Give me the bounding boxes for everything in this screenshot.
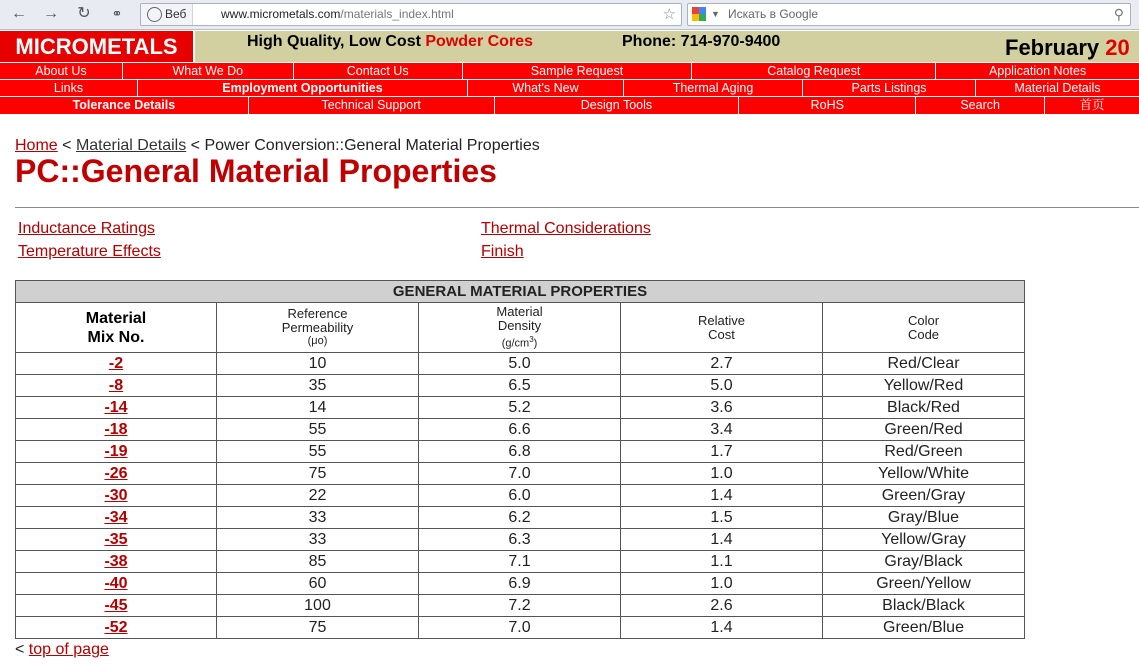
cell-permeability: 100 — [217, 595, 419, 617]
cell-cost: 3.4 — [621, 419, 823, 441]
nav-whats-new[interactable]: What's New — [468, 80, 624, 96]
search-box[interactable] — [687, 3, 1131, 26]
cell-cost: 1.4 — [621, 485, 823, 507]
header-text: Code — [907, 326, 940, 342]
key-icon[interactable]: ⚭ — [111, 6, 123, 21]
browser-toolbar — [0, 0, 1139, 30]
table-row — [16, 419, 1025, 441]
cell-color-code: Yellow/Gray — [823, 529, 1025, 551]
cell-color-code: Black/Red — [823, 397, 1025, 419]
col-header-color — [823, 303, 1025, 353]
nav-what-we-do[interactable]: What We Do — [123, 63, 294, 79]
cell-mix — [16, 419, 217, 441]
cell-cost: 1.4 — [621, 529, 823, 551]
google-icon — [692, 7, 706, 21]
nav-row-2 — [0, 79, 1139, 96]
cell-density: 6.0 — [419, 485, 621, 507]
cell-color-code: Green/Gray — [823, 485, 1025, 507]
nav-search[interactable]: Search — [916, 97, 1045, 114]
cell-color-code: Green/Yellow — [823, 573, 1025, 595]
header-text: Density — [497, 317, 542, 333]
cell-permeability: 35 — [217, 375, 419, 397]
cell-density: 5.2 — [419, 397, 621, 419]
col-header-mix — [16, 303, 217, 353]
nav-links[interactable]: Links — [0, 80, 138, 96]
url-domain: www.micrometals.com — [221, 7, 341, 21]
link-thermal-considerations[interactable]: Thermal Considerations — [481, 220, 651, 237]
search-engine-dropdown-icon[interactable]: ▼ — [711, 9, 720, 19]
cell-color-code: Yellow/Red — [823, 375, 1025, 397]
breadcrumb-material-details[interactable]: Material Details — [75, 137, 187, 154]
cell-density: 6.8 — [419, 441, 621, 463]
cell-density: 7.1 — [419, 551, 621, 573]
nav-material-details[interactable]: Material Details — [1014, 81, 1101, 95]
header-text: Material — [496, 303, 543, 319]
header-unit-text: (g/cm — [501, 337, 530, 350]
site-info-label: Веб — [165, 7, 187, 21]
tagline-accent: Powder Cores — [425, 33, 533, 50]
header-text: Color — [907, 312, 940, 328]
cell-permeability: 55 — [217, 419, 419, 441]
address-bar[interactable] — [140, 3, 682, 26]
phone-number: Phone: 714-970-9400 — [622, 33, 781, 50]
nav-employment[interactable]: Employment Opportunities — [138, 80, 468, 96]
table-row — [16, 485, 1025, 507]
table-row — [16, 507, 1025, 529]
forward-arrow-icon[interactable]: → — [43, 5, 59, 22]
nav-home-chinese[interactable]: 首页 — [1079, 98, 1105, 112]
footer-lt: < — [15, 641, 25, 658]
cell-permeability: 10 — [217, 353, 419, 375]
cell-cost: 1.7 — [621, 441, 823, 463]
mix-link[interactable]: -38 — [104, 552, 128, 570]
header-text: Reference — [287, 306, 348, 321]
site-info-tab[interactable] — [141, 4, 193, 25]
table-caption: GENERAL MATERIAL PROPERTIES — [16, 281, 1025, 303]
header-unit — [419, 333, 620, 351]
cell-permeability: 14 — [217, 397, 419, 419]
header-unit-sup: 3 — [529, 334, 534, 344]
date-year: 20 — [1105, 35, 1130, 60]
link-inductance-ratings[interactable]: Inductance Ratings — [18, 220, 155, 237]
cell-color-code: Red/Clear — [823, 353, 1025, 375]
cell-cost: 1.5 — [621, 507, 823, 529]
cell-density: 6.9 — [419, 573, 621, 595]
cell-density: 6.6 — [419, 419, 621, 441]
cell-mix — [16, 507, 217, 529]
header-text: Permeability — [281, 320, 354, 335]
back-arrow-icon[interactable]: ← — [11, 5, 27, 22]
col-header-cost — [621, 303, 823, 353]
bookmark-star-icon[interactable]: ☆ — [662, 6, 676, 23]
cell-permeability: 33 — [217, 507, 419, 529]
search-placeholder: Искать в Google — [728, 7, 819, 21]
globe-icon — [147, 7, 162, 22]
mix-link[interactable]: -19 — [104, 442, 128, 460]
table-row — [16, 573, 1025, 595]
tagline-lead: High Quality, Low Cost — [247, 33, 421, 50]
col-header-density — [419, 303, 621, 353]
cell-permeability: 75 — [217, 617, 419, 639]
nav-application-notes[interactable]: Application Notes — [988, 64, 1087, 78]
cell-density: 6.2 — [419, 507, 621, 529]
cell-density: 7.0 — [419, 617, 621, 639]
table-row — [16, 441, 1025, 463]
cell-cost: 1.4 — [621, 617, 823, 639]
cell-color-code: Gray/Black — [823, 551, 1025, 573]
cell-color-code: Yellow/White — [823, 463, 1025, 485]
search-icon[interactable]: ⚲ — [1113, 6, 1124, 22]
nav-about-us[interactable]: About Us — [0, 63, 123, 79]
cell-cost: 1.0 — [621, 573, 823, 595]
cell-mix — [16, 375, 217, 397]
date-month: February — [1005, 35, 1100, 60]
cell-cost: 1.1 — [621, 551, 823, 573]
url-path: /materials_index.html — [340, 7, 454, 21]
cell-color-code: Green/Red — [823, 419, 1025, 441]
mix-link[interactable]: -34 — [104, 508, 128, 526]
cell-mix — [16, 595, 217, 617]
table-row — [16, 529, 1025, 551]
table-row — [16, 463, 1025, 485]
cell-mix — [16, 573, 217, 595]
cell-density: 7.2 — [419, 595, 621, 617]
table-row — [16, 397, 1025, 419]
cell-color-code: Green/Blue — [823, 617, 1025, 639]
breadcrumb-current: Power Conversion::General Material Properties — [204, 137, 540, 154]
link-finish[interactable]: Finish — [481, 243, 524, 260]
nav-catalog-request[interactable]: Catalog Request — [692, 63, 936, 79]
cell-mix — [16, 353, 217, 375]
site-header — [0, 31, 1139, 62]
cell-density: 6.5 — [419, 375, 621, 397]
cell-mix — [16, 551, 217, 573]
breadcrumb-separator: < — [190, 137, 200, 154]
mix-link[interactable]: -8 — [108, 376, 124, 394]
cell-permeability: 55 — [217, 441, 419, 463]
cell-cost: 3.6 — [621, 397, 823, 419]
nav-parts-listings[interactable]: Parts Listings — [803, 80, 976, 96]
mix-link[interactable]: -26 — [104, 464, 128, 482]
nav-design-tools[interactable]: Design Tools — [495, 97, 740, 114]
cell-permeability: 60 — [217, 573, 419, 595]
cell-permeability: 33 — [217, 529, 419, 551]
table-row — [16, 551, 1025, 573]
cell-mix — [16, 441, 217, 463]
footer-top-link — [15, 641, 109, 659]
mix-link[interactable]: -40 — [104, 574, 128, 592]
divider — [15, 207, 1139, 208]
cell-mix — [16, 617, 217, 639]
url-text[interactable] — [221, 4, 454, 25]
cell-mix — [16, 397, 217, 419]
cell-cost: 1.0 — [621, 463, 823, 485]
header-text: Relative — [698, 312, 745, 328]
tagline — [247, 33, 533, 51]
header-text: Cost — [708, 326, 735, 342]
site-logo[interactable]: MICROMETALS — [0, 31, 195, 62]
nav-sample-request[interactable]: Sample Request — [463, 63, 693, 79]
mix-link[interactable]: -14 — [104, 398, 128, 416]
nav-thermal-aging[interactable]: Thermal Aging — [624, 80, 803, 96]
cell-mix — [16, 529, 217, 551]
nav-tolerance-details[interactable]: Tolerance Details — [0, 97, 249, 114]
material-properties-table — [15, 280, 1025, 639]
cell-color-code: Gray/Blue — [823, 507, 1025, 529]
cell-density: 5.0 — [419, 353, 621, 375]
page-title: PC::General Material Properties — [15, 153, 497, 189]
header-unit: (μo) — [307, 335, 328, 347]
cell-density: 6.3 — [419, 529, 621, 551]
top-of-page-link[interactable]: top of page — [28, 641, 109, 658]
breadcrumb-home[interactable]: Home — [15, 137, 58, 154]
cell-color-code: Black/Black — [823, 595, 1025, 617]
table-row — [16, 375, 1025, 397]
header-text: Mix No. — [87, 328, 145, 346]
nav-row-1 — [0, 62, 1139, 79]
table-row — [16, 617, 1025, 639]
table-row — [16, 595, 1025, 617]
cell-cost: 2.6 — [621, 595, 823, 617]
header-unit-close: ) — [533, 337, 538, 350]
nav-row-3 — [0, 96, 1139, 114]
nav-technical-support[interactable]: Technical Support — [249, 97, 495, 114]
cell-mix — [16, 485, 217, 507]
nav-rohs[interactable]: RoHS — [739, 97, 916, 114]
link-temperature-effects[interactable]: Temperature Effects — [18, 243, 161, 260]
col-header-permeability — [217, 303, 419, 353]
cell-mix — [16, 463, 217, 485]
date-banner — [1005, 35, 1130, 61]
mix-link[interactable]: -45 — [104, 596, 128, 614]
mix-link[interactable]: -35 — [104, 530, 128, 548]
nav-contact-us[interactable]: Contact Us — [294, 63, 463, 79]
mix-link[interactable]: -30 — [104, 486, 128, 504]
cell-density: 7.0 — [419, 463, 621, 485]
mix-link[interactable]: -52 — [104, 618, 128, 636]
reload-icon[interactable]: ↻ — [77, 5, 91, 22]
header-text: Material — [85, 309, 147, 327]
breadcrumb-separator: < — [62, 137, 72, 154]
cell-permeability: 85 — [217, 551, 419, 573]
cell-permeability: 22 — [217, 485, 419, 507]
mix-link[interactable]: -2 — [108, 354, 124, 372]
cell-color-code: Red/Green — [823, 441, 1025, 463]
cell-cost: 2.7 — [621, 353, 823, 375]
table-row — [16, 353, 1025, 375]
cell-permeability: 75 — [217, 463, 419, 485]
cell-cost: 5.0 — [621, 375, 823, 397]
mix-link[interactable]: -18 — [104, 420, 128, 438]
